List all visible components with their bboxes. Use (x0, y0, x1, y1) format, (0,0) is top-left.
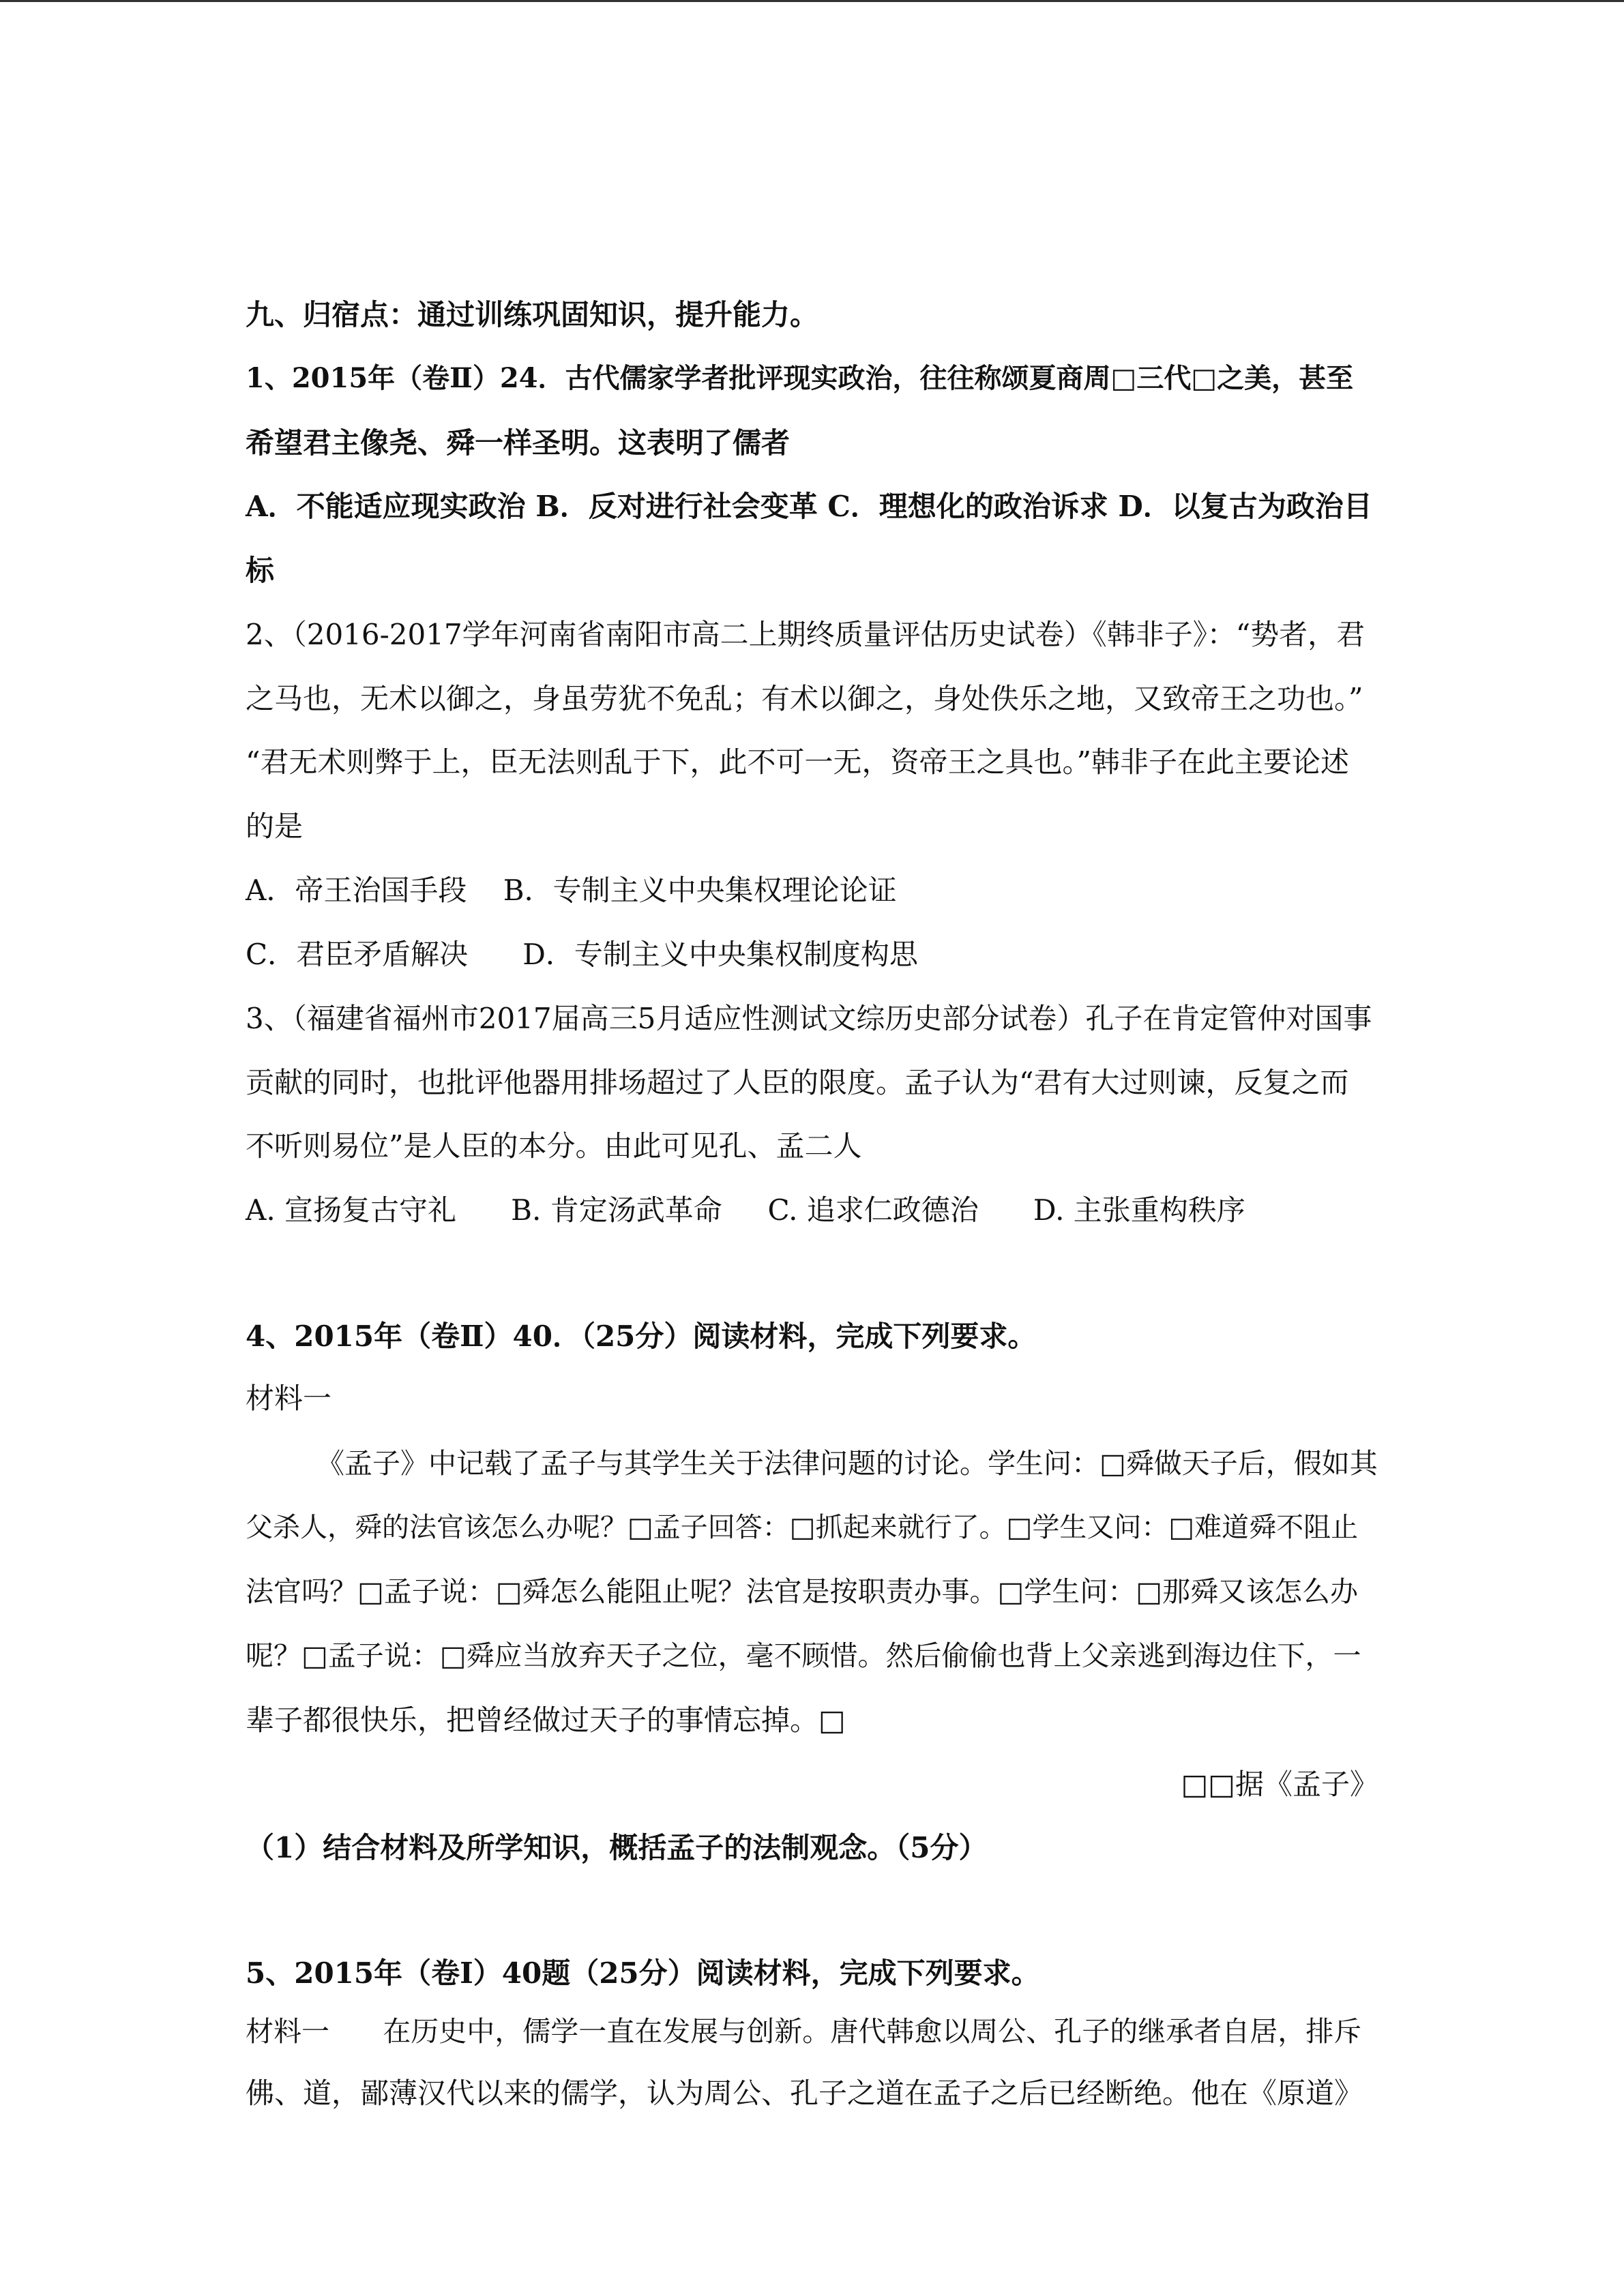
section-title: 九、归宿点：通过训练巩固知识，提升能力。 (246, 298, 819, 331)
question-4-header: 4、2015年（卷Ⅱ）40．（25分）阅读材料，完成下列要求。 (246, 1320, 1037, 1353)
question-2-line-4: 的是 (246, 809, 304, 843)
question-1-options-cont: 标 (246, 554, 275, 587)
question-4-subquestion: （1）结合材料及所学知识，概括孟子的法制观念。（5分） (246, 1831, 988, 1864)
question-2-line-1: 2、（2016-2017学年河南省南阳市高二上期终质量评估历史试卷）《韩非子》：“势者，君 (246, 618, 1365, 651)
question-4-material-line-5: 辈子都很快乐，把曾经做过天子的事情忘掉。□ (246, 1703, 846, 1737)
question-5-line-1: 材料一 在历史中，儒学一直在发展与创新。唐代韩愈以周公、孔子的继承者自居，排斥 (246, 2015, 1362, 2048)
question-4-material-line-1: 《孟子》中记载了孟子与其学生关于法律问题的讨论。学生问：□舜做天子后，假如其 (316, 1447, 1378, 1480)
question-4-material-line-3: 法官吗？□孟子说：□舜怎么能阻止呢？法官是按职责办事。□学生问：□那舜又该怎么办 (246, 1575, 1358, 1608)
question-5-line-2: 佛、道，鄙薄汉代以来的儒学，认为周公、孔子之道在孟子之后已经断绝。他在《原道》 (246, 2076, 1363, 2110)
question-1-stem: 古代儒家学者批评现实政治，往往称颂夏商周□三代□之美，甚至 (565, 362, 1354, 394)
question-1-line-1 (246, 362, 1354, 394)
question-3-line-1: 3、（福建省福州市2017届高三5月适应性测试文综历史部分试卷）孔子在肯定管仲对国事 (246, 1002, 1372, 1035)
question-3-line-3: 不听则易位”是人臣的本分。由此可见孔、孟二人 (246, 1129, 862, 1163)
question-1-number: 1、2015年（卷Ⅱ）24． (246, 362, 565, 394)
question-4-material-line-4: 呢？□孟子说：□舜应当放弃天子之位，毫不顾惜。然后偷偷也背上父亲逃到海边住下，一 (246, 1639, 1361, 1672)
question-2-options-2: C．君臣矛盾解决 D．专制主义中央集权制度构思 (246, 938, 918, 971)
top-border (0, 0, 1624, 2)
question-2-options-1: A．帝王治国手段 B．专制主义中央集权理论论证 (246, 874, 897, 907)
question-3-options: A. 宣扬复古守礼 B. 肯定汤武革命 C. 追求仁政德治 D. 主张重构秩序 (246, 1193, 1245, 1227)
question-4-material-label: 材料一 (246, 1382, 332, 1415)
question-4-material-line-2: 父杀人，舜的法官该怎么办呢？□孟子回答：□抓起来就行了。□学生又问：□难道舜不阻止 (246, 1512, 1359, 1543)
question-5-header: 5、2015年（卷Ⅰ）40题（25分）阅读材料，完成下列要求。 (246, 1956, 1040, 1990)
question-2-line-3: “君无术则弊于上，臣无法则乱于下，此不可一无，资帝王之具也。”韩非子在此主要论述 (246, 745, 1349, 779)
question-1-options: A．不能适应现实政治 B．反对进行社会变革 C．理想化的政治诉求 D．以复古为政治目 (246, 490, 1372, 523)
question-3-line-2: 贡献的同时，也批评他器用排场超过了人臣的限度。孟子认为“君有大过则谏，反复之而 (246, 1066, 1349, 1099)
question-4-source: □□据《孟子》 (1181, 1768, 1378, 1801)
question-2-line-2: 之马也，无术以御之，身虽劳犹不免乱；有术以御之，身处佚乐之地，又致帝王之功也。” (246, 682, 1363, 715)
question-1-line-2: 希望君主像尧、舜一样圣明。这表明了儒者 (246, 426, 791, 460)
